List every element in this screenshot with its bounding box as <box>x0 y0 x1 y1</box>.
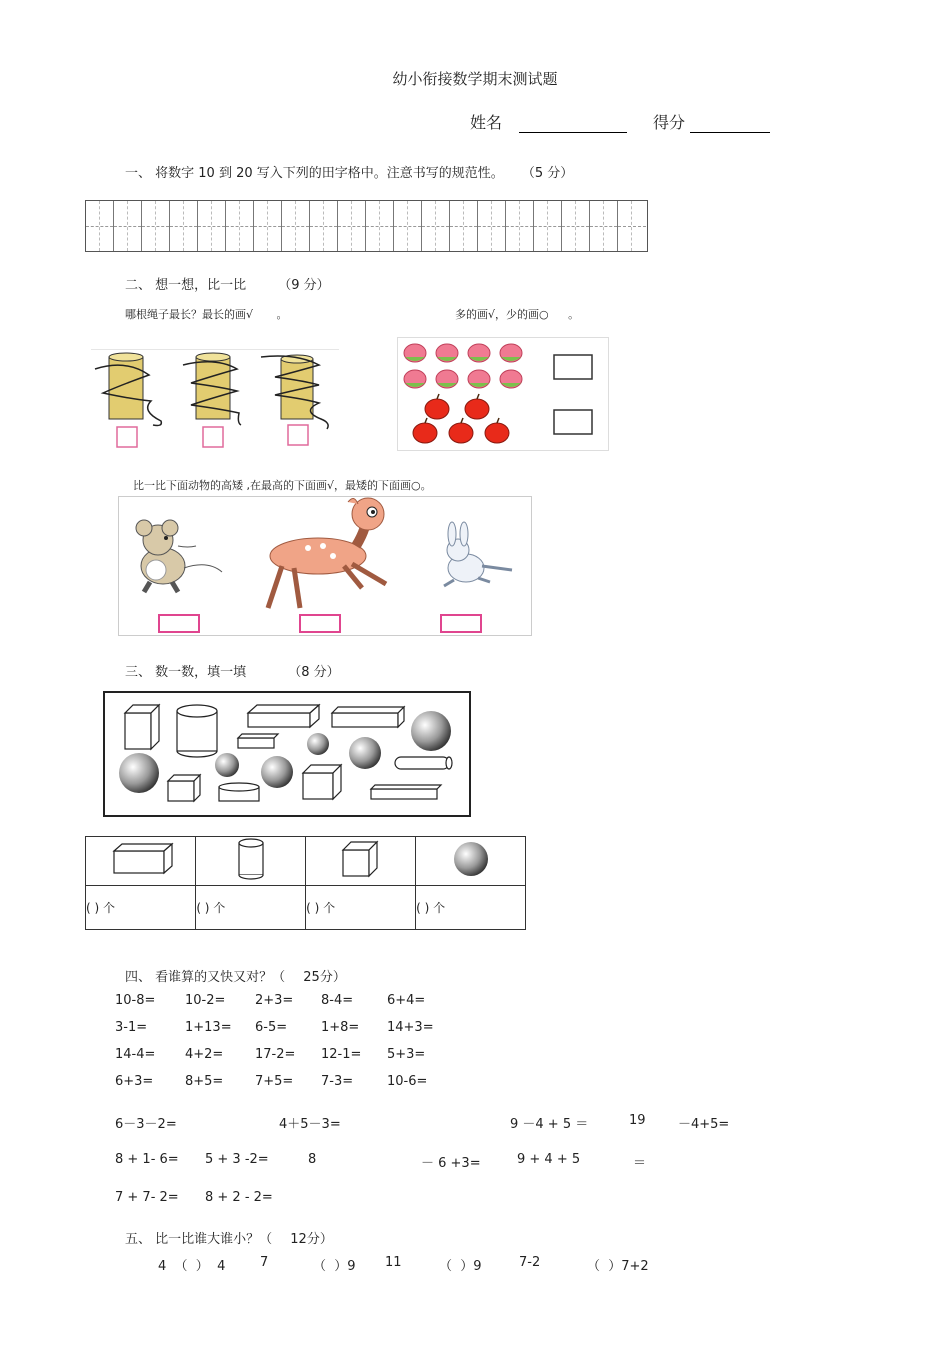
calc-item: 10-6= <box>387 1074 428 1089</box>
apple-icon <box>413 418 437 443</box>
compare-2-right[interactable]: （ ）9 <box>313 1259 356 1274</box>
shape-long-box <box>371 785 441 799</box>
tianzige-cell[interactable] <box>478 201 506 251</box>
section-2-points: （9 分） <box>278 278 330 293</box>
compare-1[interactable]: 4 （ ） 4 <box>158 1259 226 1274</box>
apple-icon <box>485 418 509 443</box>
tianzige-cell[interactable] <box>534 201 562 251</box>
calc-item: 10-2= <box>185 993 226 1008</box>
calc-item: 6-5= <box>255 1020 288 1035</box>
calc-item: 12-1= <box>321 1047 362 1062</box>
calc-item: 1+13= <box>185 1020 232 1035</box>
mouse-answer-box[interactable] <box>159 615 199 632</box>
cuboid-header-cell <box>86 837 196 886</box>
mix-1-d: 19 <box>629 1113 646 1128</box>
section-4-points: 25分） <box>303 970 346 985</box>
shape-cube-1 <box>168 775 200 801</box>
calc-item: 17-2= <box>255 1047 296 1062</box>
calc-item: 14-4= <box>115 1047 156 1062</box>
mix-2-f: ＝ <box>633 1156 647 1171</box>
sphere-4 <box>119 753 159 793</box>
rope-question <box>125 306 288 322</box>
fruit-picture <box>397 337 609 451</box>
shape-disc <box>219 783 259 801</box>
compare-2-left: 7 <box>260 1255 269 1270</box>
apple-icon <box>449 418 473 443</box>
mix-2-e: 9 + 4 + 5 <box>517 1152 581 1167</box>
cylinder-count-cell[interactable]: ( ) 个 <box>196 886 306 930</box>
rope-cylinder-1 <box>95 353 161 426</box>
tianzige-cell[interactable] <box>506 201 534 251</box>
mix-2-a: 8 + 1- 6= <box>115 1152 179 1167</box>
peach-answer-box[interactable] <box>554 355 592 379</box>
name-label: 姓名 <box>470 113 503 132</box>
calc-item: 10-8= <box>115 993 156 1008</box>
section-1-points: （5 分） <box>521 166 574 181</box>
calc-item: 8-4= <box>321 993 354 1008</box>
rope-answer-box-3[interactable] <box>288 425 308 445</box>
section-5-text: 五、 比一比谁大谁小？（ <box>125 1232 273 1247</box>
shape-flat-box-2 <box>332 707 404 727</box>
rope-question-end: 。 <box>276 308 288 321</box>
mouse-animal <box>136 520 222 592</box>
peach-icon <box>404 370 426 388</box>
rope-answer-box-2[interactable] <box>203 427 223 447</box>
section-5-title <box>125 1228 333 1247</box>
section-1-text: 一、 将数字 10 到 20 写入下列的田字格中。注意书写的规范性。 <box>125 166 504 181</box>
fruit-question-end: 。 <box>568 308 580 321</box>
tianzige-cell[interactable] <box>86 201 114 251</box>
cube-header-cell <box>306 837 416 886</box>
cube-icon <box>339 838 383 880</box>
section-3-text: 三、 数一数，填一填 <box>125 665 247 680</box>
mix-2-c: 8 <box>308 1152 317 1167</box>
mix-3-a: 7 + 7- 2= <box>115 1190 179 1205</box>
cylinder-icon <box>234 837 268 881</box>
deer-animal <box>268 498 386 608</box>
name-field[interactable] <box>470 110 627 133</box>
sphere-3 <box>349 737 381 769</box>
rope-cylinder-2 <box>183 353 241 425</box>
calc-item: 6+4= <box>387 993 426 1008</box>
mix-1-c: 9 －4 + 5 ＝ <box>510 1117 589 1132</box>
apple-icon <box>465 394 489 419</box>
sphere-1 <box>411 711 451 751</box>
score-blank[interactable] <box>690 116 770 133</box>
calc-item: 8+5= <box>185 1074 224 1089</box>
tianzige-cell[interactable] <box>562 201 590 251</box>
shape-count-table <box>85 836 526 930</box>
calc-item: 1+8= <box>321 1020 360 1035</box>
tianzige-cell[interactable] <box>338 201 366 251</box>
tianzige-cell[interactable] <box>142 201 170 251</box>
tianzige-grid[interactable] <box>85 200 648 252</box>
section-3-points: （8 分） <box>288 665 340 680</box>
tianzige-cell[interactable] <box>422 201 450 251</box>
section-4-text: 四、 看谁算的又快又对？（ <box>125 970 286 985</box>
rabbit-animal <box>444 522 512 586</box>
calc-item: 7-3= <box>321 1074 354 1089</box>
peach-icon <box>500 344 522 362</box>
shape-small-box-1 <box>238 734 278 748</box>
section-2-title <box>125 274 330 293</box>
rope-question-text: 哪根绳子最长？最长的画√ <box>125 308 254 321</box>
animals-picture <box>118 496 532 636</box>
calc-item: 7+5= <box>255 1074 294 1089</box>
mix-3-b: 8 + 2 - 2= <box>205 1190 273 1205</box>
tianzige-cell[interactable] <box>394 201 422 251</box>
compare-4-right[interactable]: （ ）7+2 <box>587 1259 649 1274</box>
cuboid-icon <box>108 841 174 877</box>
calc-item: 14+3= <box>387 1020 434 1035</box>
shape-flat-box-1 <box>248 705 319 727</box>
shape-cylinder-1 <box>177 705 217 757</box>
tianzige-cell[interactable] <box>198 201 226 251</box>
cylinder-header-cell <box>196 837 306 886</box>
sphere-6 <box>261 756 293 788</box>
peach-icon <box>468 370 490 388</box>
shape-rod-cylinder <box>395 757 452 769</box>
apple-group <box>413 394 509 443</box>
peach-icon <box>436 344 458 362</box>
calc-item: 3-1= <box>115 1020 148 1035</box>
tianzige-cell[interactable] <box>114 201 142 251</box>
rope-answer-box-1[interactable] <box>117 427 137 447</box>
cube-count-cell[interactable]: ( ) 个 <box>306 886 416 930</box>
sphere-count-cell[interactable]: ( ) 个 <box>416 886 526 930</box>
mix-2-d: － 6 +3= <box>421 1156 481 1171</box>
mix-1-b: 4＋5－3= <box>279 1117 341 1132</box>
mix-2-b: 5 + 3 -2= <box>205 1152 269 1167</box>
sphere-icon <box>451 839 491 879</box>
tianzige-cell[interactable] <box>450 201 478 251</box>
peach-icon <box>468 344 490 362</box>
score-label: 得分 <box>653 113 686 132</box>
mix-1-e: －4+5= <box>678 1117 730 1132</box>
apple-icon <box>425 394 449 419</box>
name-blank[interactable] <box>519 116 627 133</box>
fruit-question <box>455 306 579 322</box>
compare-3-left: 11 <box>385 1255 402 1270</box>
shape-cube-2 <box>303 765 341 799</box>
tianzige-cell[interactable] <box>282 201 310 251</box>
sphere-2 <box>307 733 329 755</box>
mix-1-a: 6－3－2= <box>115 1117 177 1132</box>
deer-answer-box[interactable] <box>300 615 340 632</box>
tianzige-cell[interactable] <box>618 201 646 251</box>
calc-item: 6+3= <box>115 1074 154 1089</box>
section-5-points: 12分） <box>290 1232 333 1247</box>
score-field[interactable] <box>653 110 770 133</box>
peach-icon <box>404 344 426 362</box>
peach-icon <box>500 370 522 388</box>
tianzige-cell[interactable] <box>254 201 282 251</box>
tianzige-cell[interactable] <box>170 201 198 251</box>
section-2-text: 二、 想一想，比一比 <box>125 278 247 293</box>
section-1-title <box>125 162 573 181</box>
tianzige-cell[interactable] <box>590 201 618 251</box>
ropes-picture <box>91 349 339 451</box>
calc-item: 5+3= <box>387 1047 426 1062</box>
shapes-picture <box>103 691 471 817</box>
section-3-title <box>125 661 340 680</box>
calc-item: 2+3= <box>255 993 294 1008</box>
tianzige-cell[interactable] <box>226 201 254 251</box>
sphere-header-cell <box>416 837 526 886</box>
peach-icon <box>436 370 458 388</box>
rabbit-answer-box[interactable] <box>441 615 481 632</box>
animal-question: 比一比下面动物的高矮 ,在最高的下面画√，最矮的下面画○。 <box>133 479 432 492</box>
rope-cylinder-3 <box>261 355 328 429</box>
compare-4-left: 7-2 <box>519 1255 541 1270</box>
tianzige-cell[interactable] <box>310 201 338 251</box>
shape-tall-box <box>125 705 159 749</box>
apple-answer-box[interactable] <box>554 410 592 434</box>
fruit-question-text: 多的画√，少的画○ <box>455 308 549 321</box>
section-4-title <box>125 966 346 985</box>
cuboid-count-cell[interactable]: ( ) 个 <box>86 886 196 930</box>
page-title: 幼小衔接数学期末测试题 <box>392 70 558 88</box>
sphere-5 <box>215 753 239 777</box>
calc-item: 4+2= <box>185 1047 224 1062</box>
tianzige-cell[interactable] <box>366 201 394 251</box>
compare-3-right[interactable]: （ ）9 <box>439 1259 482 1274</box>
peach-group <box>404 344 522 388</box>
